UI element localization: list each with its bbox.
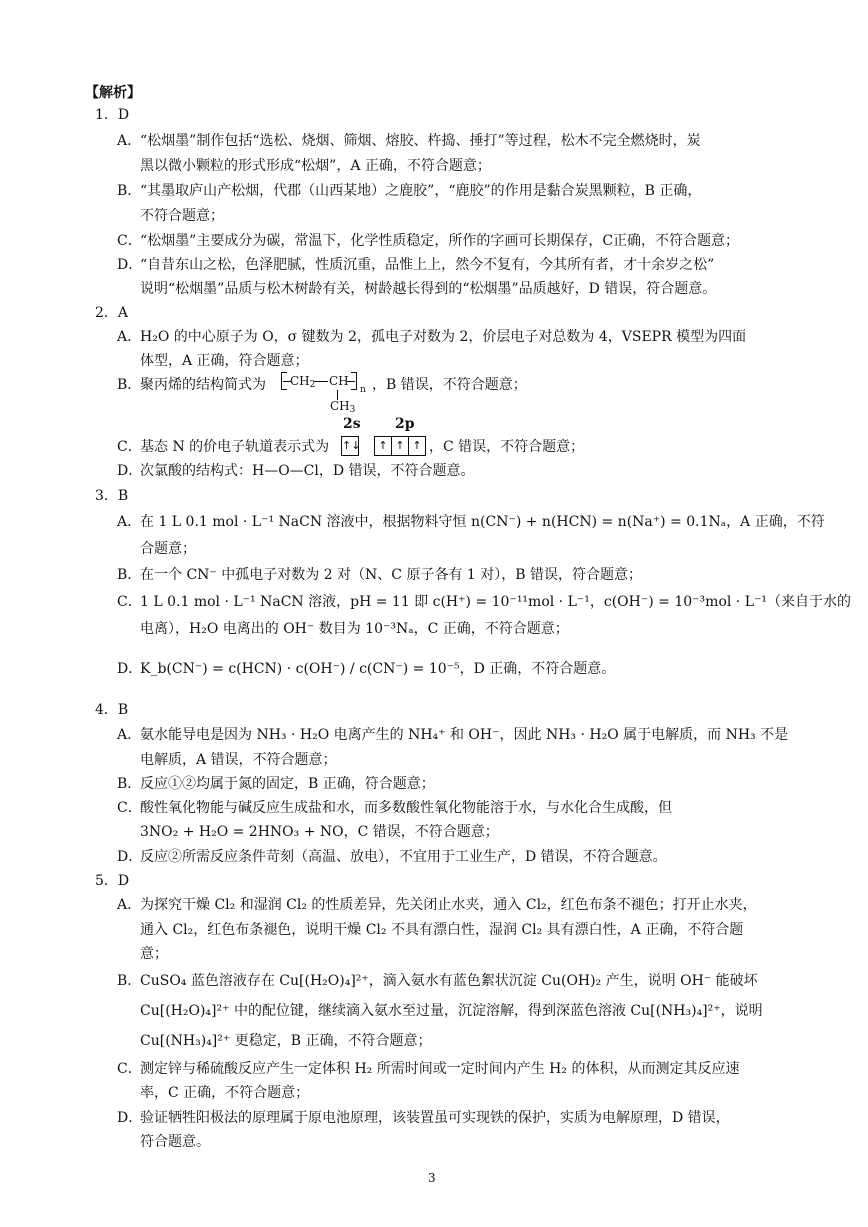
ch2-group: $CH_2$ [290, 374, 316, 390]
explanation-line: 次氯酸的结构式：H—O—Cl，D 错误，不符合题意。 [140, 463, 475, 479]
option-label: A． [117, 727, 142, 743]
option-label: B． [117, 567, 142, 583]
option-label: D． [117, 849, 143, 865]
option-label: A． [117, 514, 142, 530]
right-bracket [351, 372, 357, 390]
explanation-line: 意； [140, 946, 168, 962]
orbital-label-2p: 2p [395, 416, 415, 432]
polypropylene-structure [281, 370, 371, 414]
explanation-line: 通入 Cl₂，红色布条褪色，说明干燥 Cl₂ 不具有漂白性，湿润 Cl₂ 具有漂白性，A 正确，不符合题 [140, 922, 744, 938]
explanation-line: 电离），H₂O 电离出的 OH⁻ 数目为 10⁻³Nₐ，C 正确，不符合题意； [140, 621, 569, 637]
answer-3-label: 3．B [95, 488, 129, 504]
option-label: D． [117, 661, 143, 677]
explanation-line: “自昔东山之松，色泽肥腻，性质沉重，品惟上上，然今不复有，今其所有者，才十余岁之松” [140, 257, 715, 273]
explanation-line: 体型，A 正确，符合题意； [140, 353, 309, 369]
explanation-line: 电解质，A 错误，不符合题意； [140, 752, 337, 768]
orbital-box-2p: ↑ [391, 436, 409, 456]
option-label: C． [117, 1061, 142, 1077]
explanation-line: “其墨取庐山产松烟，代郡（山西某地）之鹿胶”，“鹿胶”的作用是黏合炭黑颗粒，B 正确， [140, 183, 702, 199]
explanation-line: ，B 错误，不符合题意； [372, 377, 527, 393]
methyl-group: $CH_3$ [330, 399, 356, 415]
explanation-line: K_b(CN⁻) = c(HCN) · c(OH⁻) / c(CN⁻) = 10⁻⁵，D 正确，不符合题意。 [140, 661, 616, 677]
explanation-line: 1 L 0.1 mol · L⁻¹ NaCN 溶液，pH = 11 即 c(H⁺) = 10⁻¹¹mol · L⁻¹，c(OH⁻) = 10⁻³mol · L⁻¹（来自于水的 [140, 594, 851, 610]
section-heading: 【解析】 [85, 85, 141, 101]
option-label: B． [117, 183, 142, 199]
explanation-line: ，C 错误，不符合题意； [429, 439, 585, 455]
option-label: A． [117, 133, 142, 149]
explanation-line: 反应②所需反应条件苛刻（高温、放电），不宜用于工业生产，D 错误，不符合题意。 [140, 849, 667, 865]
explanation-line: 基态 N 的价电子轨道表示式为 [140, 439, 330, 455]
explanation-line: 为探究干燥 Cl₂ 和湿润 Cl₂ 的性质差异，先关闭止水夹，通入 Cl₂，红色布条不褪色；打开止水夹， [140, 897, 757, 913]
option-label: B． [117, 776, 142, 792]
answer-2-label: 2．A [95, 305, 129, 321]
bond-line [314, 381, 328, 382]
option-label: D． [117, 1110, 143, 1126]
option-label: B． [117, 973, 142, 989]
orbital-box-2s: ↑↓ [341, 436, 359, 456]
explanation-line: Cu[(NH₃)₄]²⁺ 更稳定，B 正确，不符合题意； [140, 1033, 432, 1049]
option-label: B． [117, 377, 142, 393]
option-label: A． [117, 897, 142, 913]
explanation-line: “松烟墨”主要成分为碳，常温下，化学性质稳定，所作的字画可长期保存，C正确，不符合题意； [140, 233, 740, 249]
explanation-line: 反应①②均属于氮的固定，B 正确，符合题意； [140, 776, 435, 792]
explanation-line: 氨水能导电是因为 NH₃ · H₂O 电离产生的 NH₄⁺ 和 OH⁻，因此 NH₃ · H₂O 属于电解质，而 NH₃ 不是 [140, 727, 789, 743]
explanation-line: 酸性氧化物能与碱反应生成盐和水，而多数酸性氧化物能溶于水，与水化合生成酸，但 [140, 800, 672, 816]
explanation-line: 测定锌与稀硫酸反应产生一定体积 H₂ 所需时间或一定时间内产生 H₂ 的体积，从而测定其反应速 [140, 1061, 740, 1077]
ch-group: CH [329, 374, 349, 388]
explanation-line: 不符合题意； [140, 208, 224, 224]
explanation-line: 在 1 L 0.1 mol · L⁻¹ NaCN 溶液中，根据物料守恒 n(CN⁻) + n(HCN) = n(Na⁺) = 0.1Nₐ，A 正确，不符 [140, 514, 825, 530]
orbital-label-2s: 2s [343, 416, 361, 432]
explanation-line: 率，C 正确，不符合题意； [140, 1085, 310, 1101]
explanation-line: 黑以微小颗粒的形式形成“松烟”，A 正确，不符合题意； [140, 158, 491, 174]
option-label: D． [117, 463, 143, 479]
explanation-line: 3NO₂ + H₂O = 2HNO₃ + NO，C 错误，不符合题意； [140, 824, 499, 840]
option-label: A． [117, 329, 142, 345]
orbital-box-2p: ↑ [408, 436, 426, 456]
option-label: C． [117, 800, 142, 816]
option-label: C． [117, 233, 142, 249]
explanation-line: CuSO₄ 蓝色溶液存在 Cu[(H₂O)₄]²⁺，滴入氨水有蓝色絮状沉淀 Cu(OH)₂ 产生，说明 OH⁻ 能破坏 [140, 973, 758, 989]
explanation-line: 说明“松烟墨”品质与松木树龄有关，树龄越长得到的“松烟墨”品质越好，D 错误，符合题意。 [140, 281, 717, 297]
page-number: 3 [428, 1171, 436, 1185]
repeat-subscript: n [360, 385, 366, 395]
answer-4-label: 4．B [95, 702, 129, 718]
orbital-box-2p: ↑ [374, 436, 392, 456]
option-label: D． [117, 257, 143, 273]
explanation-line: 合题意； [140, 541, 196, 557]
option-label: C． [117, 594, 142, 610]
explanation-line: 在一个 CN⁻ 中孤电子对数为 2 对（N、C 原子各有 1 对），B 错误，符合题意； [140, 567, 643, 583]
explanation-line: 符合题意。 [140, 1134, 210, 1150]
explanation-line: “松烟墨”制作包括“选松、烧烟、筛烟、熔胶、杵捣、捶打”等过程，松木不完全燃烧时，炭 [140, 133, 701, 149]
explanation-line: 验证牺牲阳极法的原理属于原电池原理，该装置虽可实现铁的保护，实质为电解原理，D 错误， [140, 1110, 730, 1126]
explanation-line: Cu[(H₂O)₄]²⁺ 中的配位键，继续滴入氨水至过量，沉淀溶解，得到深蓝色溶液 Cu[(NH₃)₄]²⁺，说明 [140, 1003, 763, 1019]
option-label: C． [117, 439, 142, 455]
explanation-line: H₂O 的中心原子为 O，σ 键数为 2，孤电子对数为 2，价层电子对总数为 4，VSEPR 模型为四面 [140, 329, 747, 345]
explanation-line: 聚丙烯的结构简式为 [140, 377, 266, 393]
answer-1-label: 1．D [95, 107, 130, 123]
answer-5-label: 5．D [95, 873, 130, 889]
